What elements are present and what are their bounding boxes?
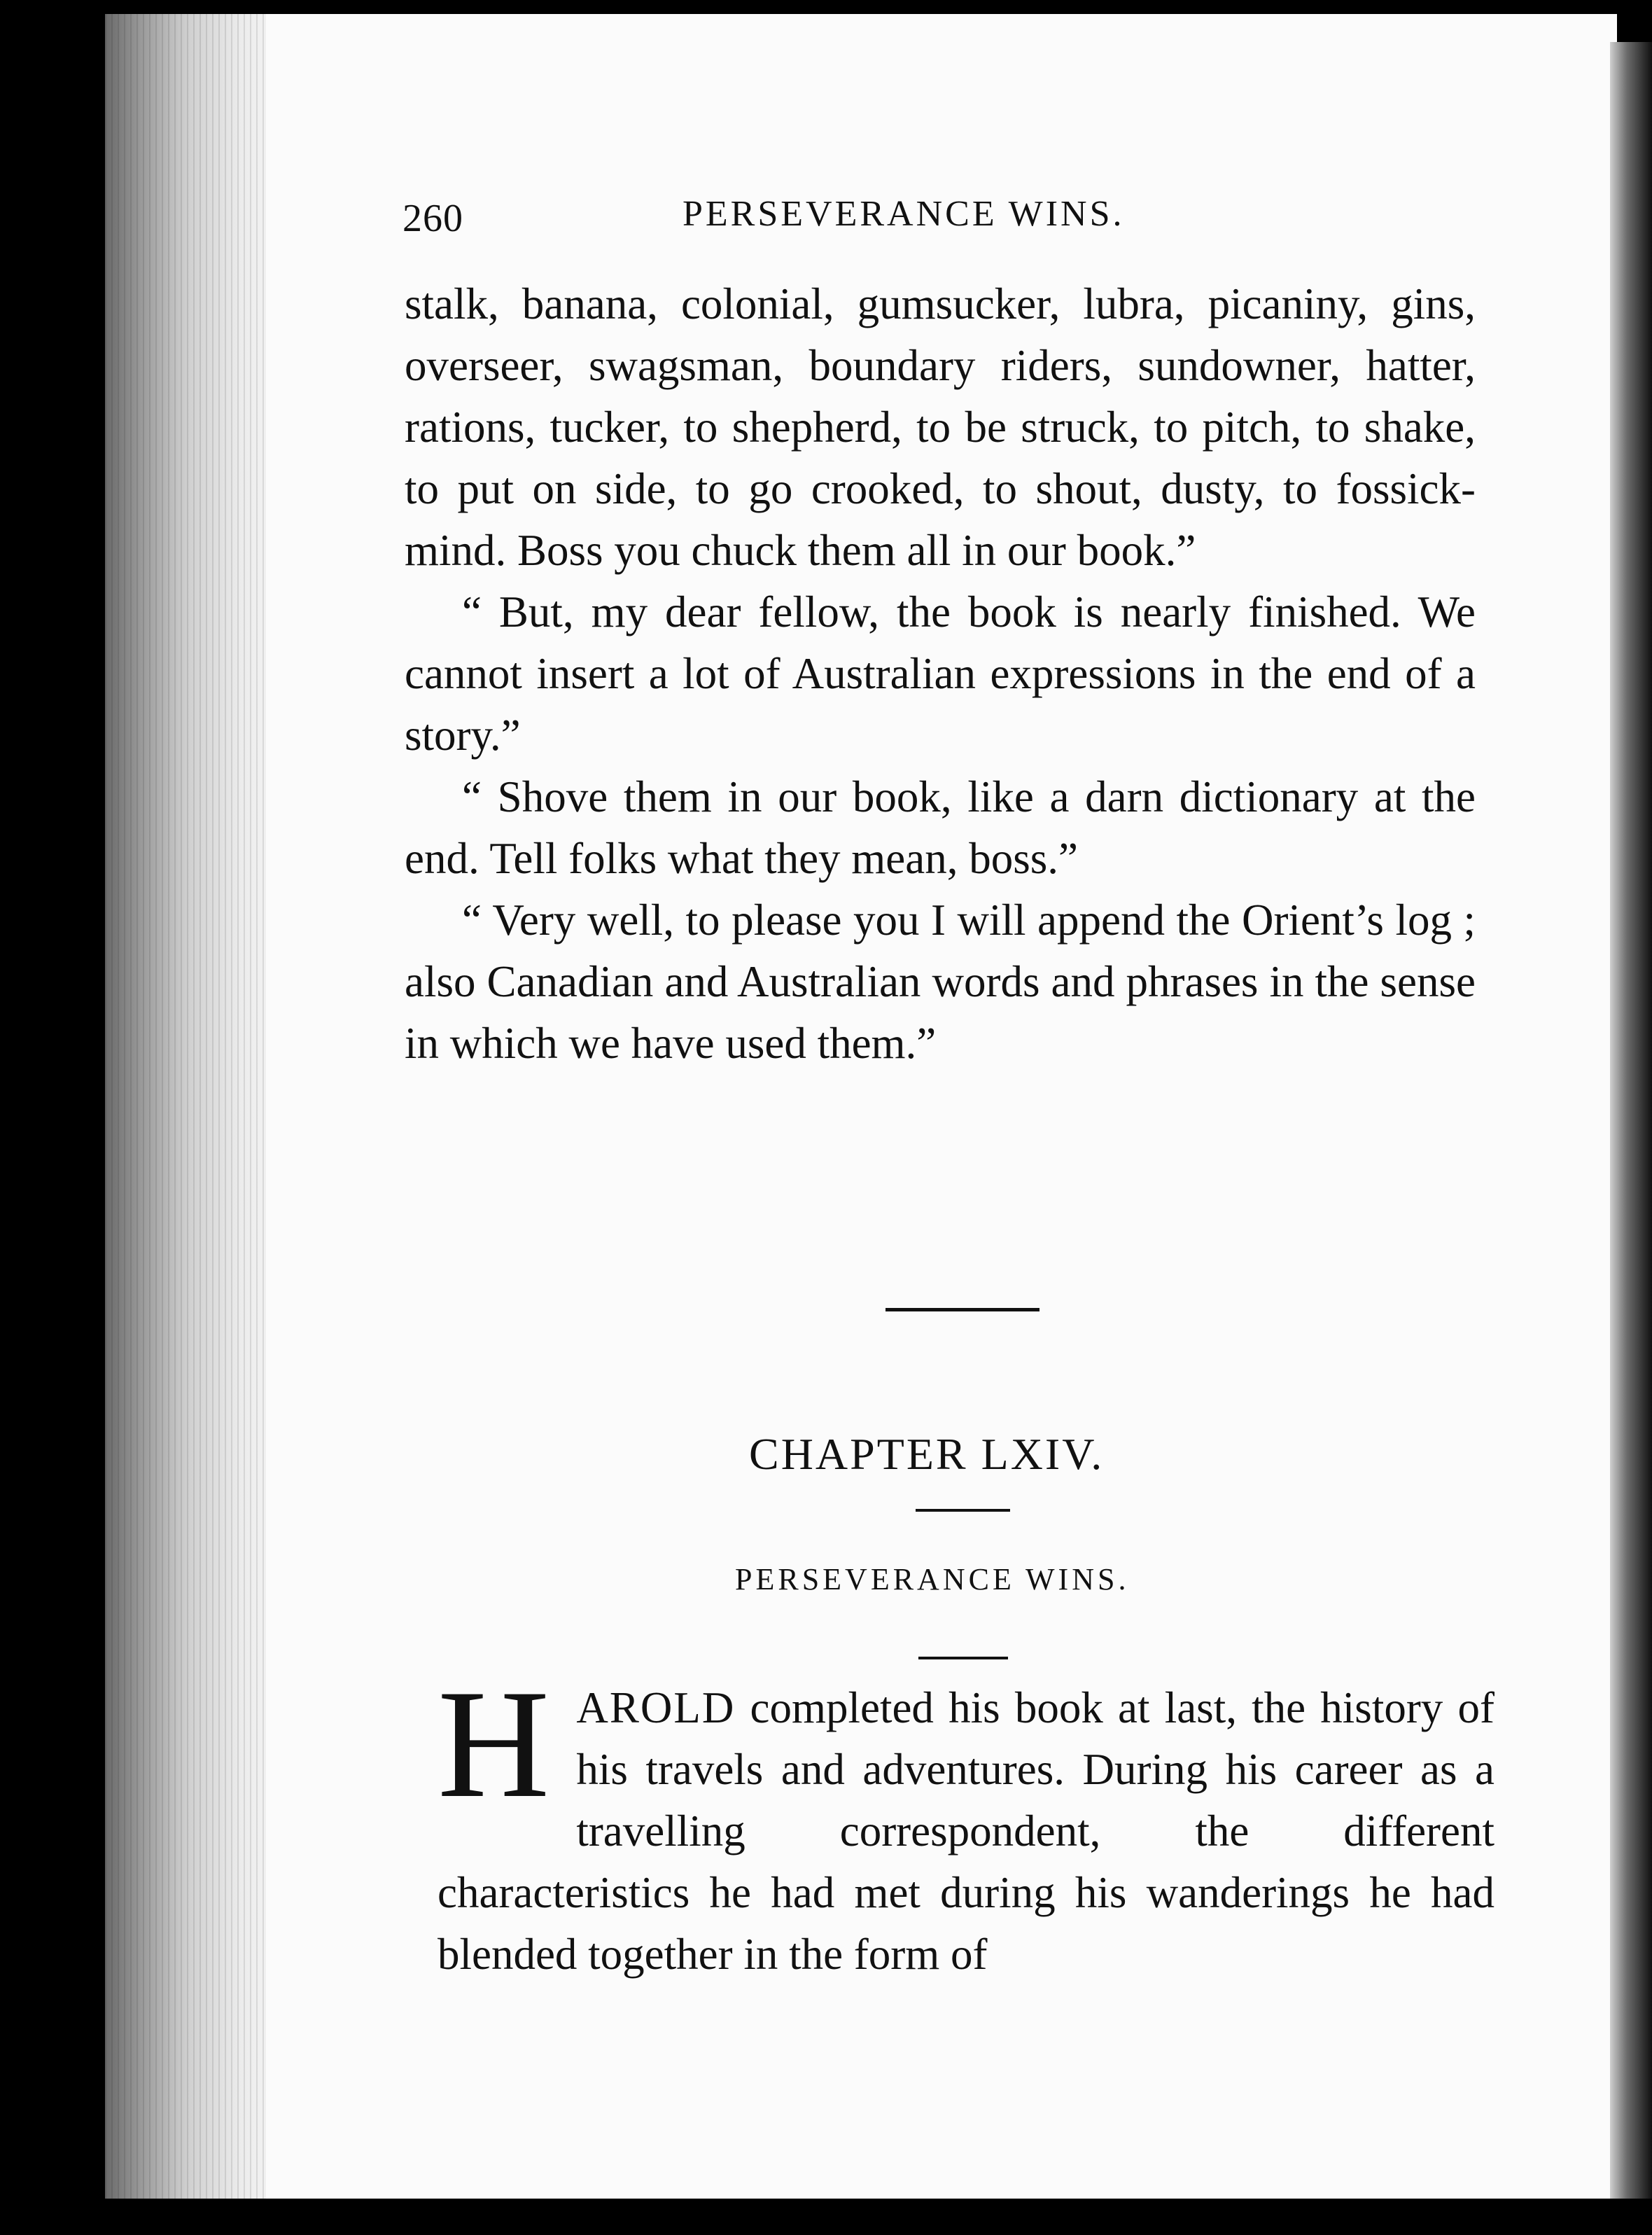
section-divider (886, 1308, 1040, 1311)
body-text (405, 273, 1476, 1074)
chapter-rule (916, 1509, 1010, 1512)
opening-text: completed his book at last, the history of his travels and adventures. During his career as a travelling correspondent, the different characteristics he had met during his wanderings he had blended together in the form of (438, 1683, 1494, 1979)
chapter-title: CHAPTER LXIV. (749, 1429, 1105, 1479)
running-head (402, 183, 1438, 246)
chapter-rule (918, 1657, 1008, 1659)
running-title: PERSEVERANCE WINS. (682, 194, 1125, 234)
page-number: 260 (402, 197, 463, 240)
chapter-subtitle: PERSEVERANCE WINS. (735, 1562, 1130, 1596)
page-stack-edges (105, 14, 287, 2220)
facing-page-edge (1610, 42, 1652, 2199)
paragraph: “ Shove them in our book, like a darn dictionary at the end. Tell folks what they mean, boss.” (405, 772, 1476, 883)
bottom-shadow (105, 2199, 1652, 2235)
paragraph: stalk, banana, colonial, gumsucker, lubra, picaniny, gins, overseer, swagsman, boundary riders, sundowner, hatter, rations, tucker, to shepherd, to be struck, to pitch, to shake, to put on side, to go crooked, to shout, dusty, to fossick-mind. Boss you chuck them all in our book.” (405, 279, 1476, 575)
paragraph: “ Very well, to please you I will append the Orient’s log ; also Canadian and Australian words and phrases in the sense in which we have used them.” (405, 896, 1476, 1068)
drop-cap: H (438, 1658, 550, 1830)
chapter-opening (438, 1658, 1494, 1985)
lead-word: AROLD (576, 1683, 736, 1732)
paragraph: “ But, my dear fellow, the book is nearly finished. We cannot insert a lot of Australian expressions in the end of a story.” (405, 587, 1476, 760)
